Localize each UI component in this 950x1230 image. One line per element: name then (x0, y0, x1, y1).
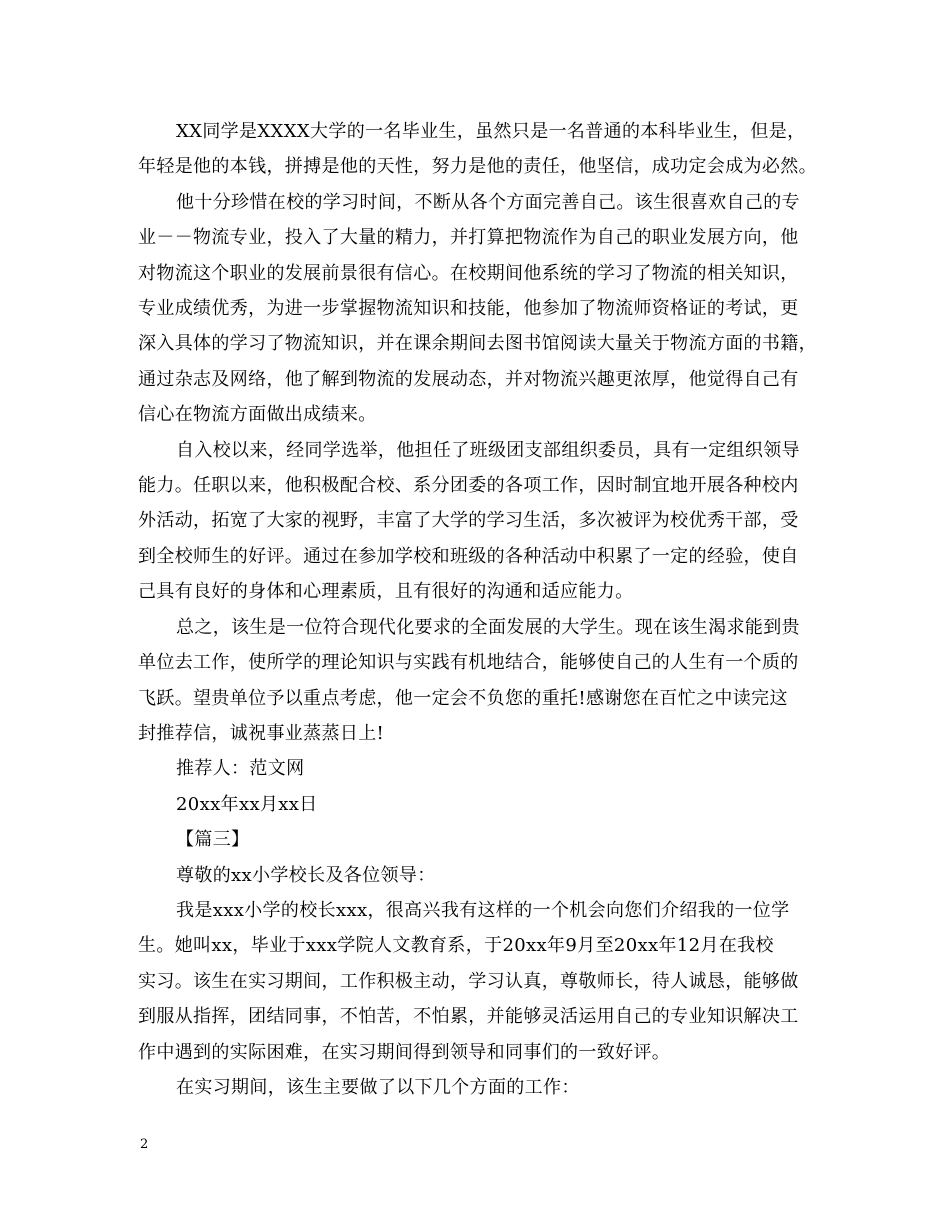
text-line: 20xx年xx月xx日 (176, 793, 318, 815)
text-line: 专业成绩优秀，为进一步掌握物流知识和技能，他参加了物流师资格证的考试，更 (138, 298, 799, 320)
text-line: 己具有良好的身体和心理素质，且有很好的沟通和适应能力。 (138, 581, 634, 603)
text-line: 他十分珍惜在校的学习时间，不断从各个方面完善自己。该生很喜欢自己的专 (176, 191, 800, 213)
text-line: 到全校师生的好评。通过在参加学校和班级的各种活动中积累了一定的经验，使自 (138, 545, 799, 567)
text-line: 实习。该生在实习期间，工作积极主动，学习认真，尊敬师长，待人诚恳，能够做 (138, 970, 799, 992)
text-line: 通过杂志及网络，他了解到物流的发展动态，并对物流兴趣更浓厚，他觉得自己有 (138, 368, 799, 390)
text-line: 作中遇到的实际困难，在实习期间得到领导和同事们的一致好评。 (138, 1041, 671, 1063)
paragraph-5 (138, 893, 822, 1070)
recommender-line (138, 751, 822, 786)
text-line: 在实习期间，该生主要做了以下几个方面的工作： (176, 1076, 580, 1098)
paragraph-4 (138, 610, 822, 752)
text-line: 外活动，拓宽了大家的视野，丰富了大学的学习生活，多次被评为校优秀干部，受 (138, 510, 799, 532)
text-line: 深入具体的学习了物流知识，并在课余期间去图书馆阅读大量关于物流方面的书籍， (138, 333, 817, 355)
page-number: 2 (140, 1137, 149, 1152)
text-line: XX同学是XXXX大学的一名毕业生，虽然只是一名普通的本科毕业生，但是， (176, 121, 806, 142)
text-line: 尊敬的xx小学校长及各位领导： (176, 864, 436, 886)
paragraph-6 (138, 1070, 822, 1105)
text-line: 我是xxx小学的校长xxx，很高兴我有这样的一个机会向您们介绍我的一位学 (176, 899, 790, 921)
salutation (138, 858, 822, 893)
text-line: 飞跃。望贵单位予以重点考虑，他一定会不负您的重托!感谢您在百忙之中读完这 (138, 687, 788, 709)
text-line: 到服从指挥，团结同事，不怕苦，不怕累，并能够灵活运用自己的专业知识解决工 (138, 1006, 799, 1028)
paragraph-1 (138, 114, 822, 185)
paragraph-2 (138, 185, 822, 433)
text-line: 【篇三】 (176, 829, 250, 851)
text-line: 年轻是他的本钱，拼搏是他的天性，努力是他的责任，他坚信，成功定会成为必然。 (138, 156, 817, 178)
document-body (138, 114, 822, 1105)
text-line: 能力。任职以来，他积极配合校、系分团委的各项工作，因时制宜地开展各种校内 (138, 475, 799, 497)
paragraph-3 (138, 433, 822, 610)
text-line: 自入校以来，经同学选举，他担任了班级团支部组织委员，具有一定组织领导 (176, 439, 800, 461)
text-line: 总之，该生是一位符合现代化要求的全面发展的大学生。现在该生渴求能到贵 (176, 616, 800, 638)
section-heading (138, 822, 822, 857)
text-line: 单位去工作，使所学的理论知识与实践有机地结合，能够使自己的人生有一个质的 (138, 652, 799, 674)
date-line (138, 787, 822, 822)
text-line: 信心在物流方面做出成绩来。 (138, 404, 377, 426)
text-line: 封推荐信，诚祝事业蒸蒸日上! (138, 722, 385, 744)
text-line: 生。她叫xx，毕业于xxx学院人文教育系，于20xx年9月至20xx年12月在我校 (138, 935, 774, 957)
text-line: 对物流这个职业的发展前景很有信心。在校期间他系统的学习了物流的相关知识， (138, 262, 799, 284)
text-line: 推荐人：范文网 (176, 758, 305, 780)
text-line: 业－－物流专业，投入了大量的精力，并打算把物流作为自己的职业发展方向，他 (138, 227, 799, 249)
